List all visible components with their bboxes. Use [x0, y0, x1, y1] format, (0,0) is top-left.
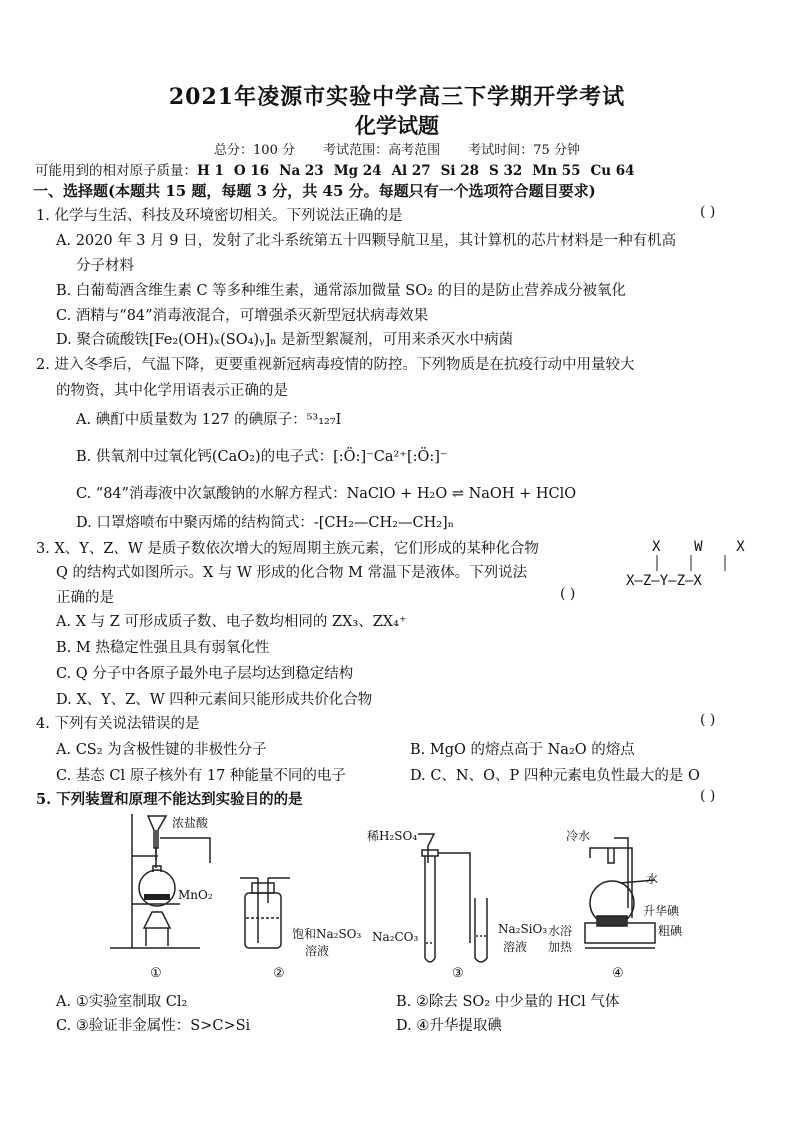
label-na2co3: Na₂CO₃: [372, 930, 419, 944]
figure-number-3: ③: [452, 966, 464, 981]
q3-stem-cont: Q 的结构式如图所示。X 与 W 形成的化合物 M 常温下是液体。下列说法: [56, 565, 528, 581]
label-conc-hcl: 浓盐酸: [172, 816, 209, 830]
atomic-masses: [35, 159, 645, 179]
q3-structure-top: X W X: [652, 539, 745, 555]
q3-option-a: A. X 与 Z 可形成质子数、电子数均相同的 ZX₃、ZX₄⁺: [56, 614, 407, 630]
q2-stem-cont: 的物资，其中化学用语表示正确的是: [56, 383, 288, 399]
q2-option-c: C. “84”消毒液中次氯酸钠的水解方程式：NaClO + H₂O ⇌ NaOH + HClO: [76, 486, 577, 502]
atomic-mass: Cu 64: [590, 163, 635, 179]
q1-option-a: A. 2020 年 3 月 9 日，发射了北斗系统第五十四颗导航卫星，其计算机的芯片材料是一种有机高: [56, 233, 677, 249]
q3-structure-bonds: [640, 553, 780, 573]
exam-scope: 考试范围：高考范围: [323, 143, 441, 158]
q3-answer-blank: ( ): [560, 586, 576, 602]
q2-option-d: D. 口罩熔喷布中聚丙烯的结构简式：-[CH₂—CH₂—CH₂]ₙ: [76, 515, 454, 531]
q5-answer-blank: ( ): [700, 788, 716, 804]
label-h2so4: 稀H₂SO₄: [367, 829, 418, 843]
label-mno2: MnO₂: [178, 888, 213, 902]
q1-answer-blank: ( ): [700, 204, 716, 220]
label-water-bath-1: 水浴: [548, 924, 573, 938]
q3-option-d: D. X、Y、Z、W 四种元素间只能形成共价化合物: [56, 692, 373, 708]
section-heading: 一、选择题(本题共 15 题，每题 3 分，共 45 分。每题只有一个选项符合题目要求): [33, 182, 596, 200]
atomic-mass: Al 27: [391, 163, 431, 179]
q3-stem-cont2: 正确的是: [56, 590, 114, 606]
q5-option-d: D. ④升华提取碘: [396, 1018, 502, 1034]
q2-option-a: A. 碘酊中质量数为 127 的碘原子：⁵³₁₂₇I: [76, 412, 342, 428]
label-na2sio3-2: 溶液: [503, 940, 528, 954]
apparatus-4: [585, 838, 655, 948]
label-cold-water: 冷水: [566, 829, 591, 843]
mno2-solid: [144, 894, 170, 900]
atomic-mass: H 1: [197, 163, 224, 179]
atomic-mass: S 32: [489, 163, 523, 179]
total-score: 总分：100 分: [214, 143, 295, 158]
label-crude-iodine: 粗碘: [658, 924, 683, 938]
apparatus-2: [240, 878, 290, 948]
q4-option-b: B. MgO 的熔点高于 Na₂O 的熔点: [410, 742, 635, 758]
q3-option-c: C. Q 分子中各原子最外电子层均达到稳定结构: [56, 666, 354, 682]
q4-option-c: C. 基态 Cl 原子核外有 17 种能量不同的电子: [56, 768, 346, 784]
atomic-mass: Na 23: [279, 163, 324, 179]
exam-title: 2021年凌源市实验中学高三下学期开学考试: [168, 84, 626, 110]
q5-stem: 5. 下列装置和原理不能达到实验目的的是: [36, 791, 303, 808]
q3-option-b: B. M 热稳定性强且具有弱氧化性: [56, 640, 270, 656]
figure-number-1: ①: [150, 966, 162, 981]
apparatus-3: [418, 834, 487, 962]
q2-stem: 2. 进入冬季后，气温下降，更要重视新冠病毒疫情的防控。下列物质是在抗疫行动中用量较大: [36, 357, 635, 373]
q3-structure-chain: X—Z—Y—Z—X: [626, 573, 702, 589]
q4-stem: 4. 下列有关说法错误的是: [36, 716, 200, 732]
label-water-bath-2: 加热: [548, 940, 573, 954]
label-water: 水: [646, 872, 659, 886]
apparatus-1: [110, 814, 210, 948]
q1-stem: 1. 化学与生活、科技及环境密切相关。下列说法正确的是: [36, 208, 403, 224]
label-sublimed-iodine: 升华碘: [643, 904, 680, 918]
figure-number-2: ②: [273, 966, 285, 981]
atomic-mass: Mn 55: [532, 163, 581, 179]
label-na2sio3-1: Na₂SiO₃: [498, 922, 548, 936]
q1-option-b: B. 白葡萄酒含维生素 C 等多种维生素，通常添加微量 SO₂ 的目的是防止营养成分被氧化: [56, 283, 627, 299]
q4-option-d: D. C、N、O、P 四种元素电负性最大的是 O: [410, 768, 700, 784]
atomic-mass: O 16: [233, 163, 270, 179]
atomic-mass: Si 28: [440, 163, 480, 179]
q1-option-c: C. 酒精与“84”消毒液混合，可增强杀灭新型冠状病毒效果: [56, 308, 429, 324]
q4-answer-blank: ( ): [700, 712, 716, 728]
q1-option-d: D. 聚合硫酸铁[Fe₂(OH)ₓ(SO₄)ᵧ]ₙ 是新型絮凝剂，可用来杀灭水中病菌: [56, 332, 514, 348]
atomic-masses-label: 可能用到的相对原子质量：: [35, 163, 197, 179]
q5-option-a: A. ①实验室制取 Cl₂: [56, 994, 188, 1010]
figure-number-4: ④: [612, 966, 624, 981]
q2-option-b: B. 供氧剂中过氧化钙(CaO₂)的电子式：[:Ö:]⁻Ca²⁺[:Ö:]⁻: [76, 449, 448, 465]
exam-time: 考试时间：75 分钟: [468, 143, 580, 158]
q3-stem: 3. X、Y、Z、W 是质子数依次增大的短周期主族元素，它们形成的某种化合物: [36, 541, 539, 557]
atomic-mass: Mg 24: [333, 163, 382, 179]
label-na2so3-2: 溶液: [305, 944, 330, 958]
q1-option-a-cont: 分子材料: [76, 258, 134, 274]
exam-meta: [0, 139, 794, 158]
label-na2so3-1: 饱和Na₂SO₃: [292, 927, 362, 941]
exam-subject: 化学试题: [355, 113, 439, 138]
q4-option-a: A. CS₂ 为含极性键的非极性分子: [56, 742, 267, 758]
q5-option-c: C. ③验证非金属性：S>C>Si: [56, 1018, 251, 1034]
q5-option-b: B. ②除去 SO₂ 中少量的 HCl 气体: [396, 994, 620, 1010]
